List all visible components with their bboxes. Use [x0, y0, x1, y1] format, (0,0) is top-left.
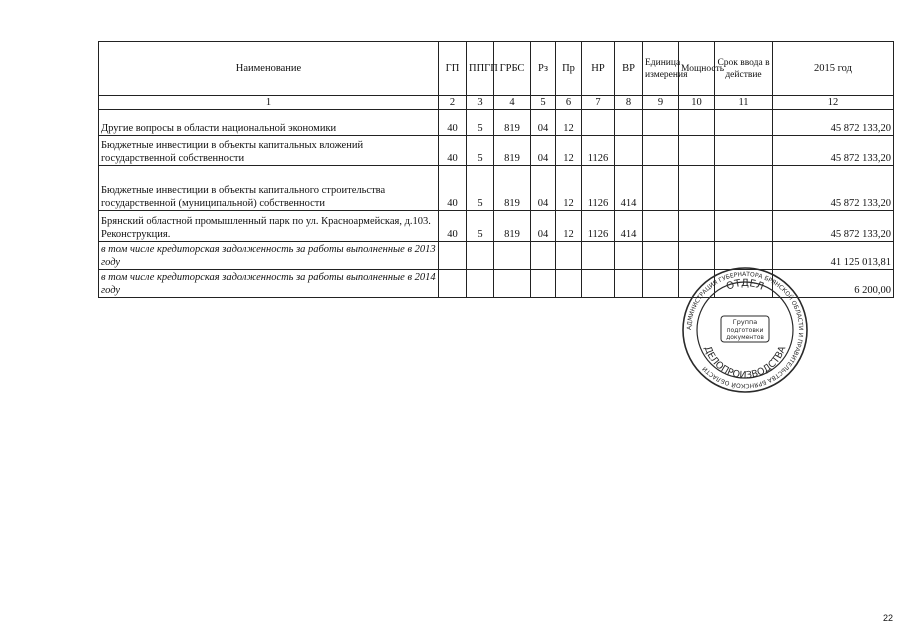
header-grbs: ГРБС: [494, 42, 531, 96]
col-number: 9: [643, 96, 679, 110]
row-vr: [615, 270, 643, 298]
row-unit: [643, 270, 679, 298]
row-term: [715, 166, 773, 211]
row-unit: [643, 110, 679, 136]
row-amount: 45 872 133,20: [773, 136, 894, 166]
row-nr: 1126: [582, 211, 615, 242]
row-power: [679, 166, 715, 211]
header-term: Срок ввода в действие: [715, 42, 773, 96]
header-row: [99, 42, 894, 96]
header-name: Наименование: [99, 42, 439, 96]
row-term: [715, 110, 773, 136]
row-term: [715, 211, 773, 242]
row-vr: 414: [615, 166, 643, 211]
row-ppgp: 5: [467, 110, 494, 136]
page-number: 22: [882, 613, 893, 623]
col-number: 2: [439, 96, 467, 110]
row-unit: [643, 166, 679, 211]
row-gp: 40: [439, 211, 467, 242]
row-power: [679, 136, 715, 166]
column-number-row: [99, 96, 894, 110]
row-term: [715, 136, 773, 166]
row-amount: 45 872 133,20: [773, 166, 894, 211]
row-name: в том числе кредиторская задолженность за работы выполненные в 2013 году: [99, 242, 439, 270]
row-rz: [531, 242, 556, 270]
row-ppgp: 5: [467, 211, 494, 242]
header-unit: Единица измерения: [643, 42, 679, 96]
row-grbs: 819: [494, 136, 531, 166]
row-power: [679, 211, 715, 242]
row-amount: 45 872 133,20: [773, 110, 894, 136]
col-number: 1: [99, 96, 439, 110]
header-nr: НР: [582, 42, 615, 96]
header-year: 2015 год: [773, 42, 894, 96]
row-gp: 40: [439, 136, 467, 166]
table-row: [99, 110, 894, 136]
header-ppgp: ППГП: [467, 42, 494, 96]
row-amount: 41 125 013,81: [773, 242, 894, 270]
row-pr: 12: [556, 110, 582, 136]
row-rz: 04: [531, 211, 556, 242]
row-ppgp: [467, 242, 494, 270]
stamp-center-line: Группа: [732, 318, 758, 326]
col-number: 8: [615, 96, 643, 110]
row-unit: [643, 242, 679, 270]
row-gp: [439, 242, 467, 270]
header-gp: ГП: [439, 42, 467, 96]
row-ppgp: 5: [467, 136, 494, 166]
row-grbs: 819: [494, 166, 531, 211]
header-vr: ВР: [615, 42, 643, 96]
row-nr: 1126: [582, 166, 615, 211]
row-amount: 45 872 133,20: [773, 211, 894, 242]
budget-table: [98, 41, 894, 298]
row-name: Брянский областной промышленный парк по ул. Красноармейская, д.103. Реконструкция.: [99, 211, 439, 242]
row-grbs: 819: [494, 211, 531, 242]
row-unit: [643, 211, 679, 242]
row-vr: [615, 136, 643, 166]
row-name: Бюджетные инвестиции в объекты капитального строительства государственной (муниципальной) собственности: [99, 166, 439, 211]
col-number: 5: [531, 96, 556, 110]
row-nr: 1126: [582, 136, 615, 166]
header-pr: Пр: [556, 42, 582, 96]
col-number: 12: [773, 96, 894, 110]
row-nr: [582, 270, 615, 298]
col-number: 11: [715, 96, 773, 110]
col-number: 7: [582, 96, 615, 110]
row-pr: [556, 270, 582, 298]
stamp-outer-ring-text: АДМИНИСТРАЦИЯ ГУБЕРНАТОРА БРЯНСКОЙ ОБЛАСТИ И ПРАВИТЕЛЬСТВА БРЯНСКОЙ ОБЛАСТИ: [685, 270, 805, 390]
official-stamp: [681, 266, 809, 394]
col-number: 10: [679, 96, 715, 110]
table-row: [99, 166, 894, 211]
row-gp: 40: [439, 110, 467, 136]
row-gp: [439, 270, 467, 298]
row-rz: 04: [531, 110, 556, 136]
row-grbs: [494, 270, 531, 298]
row-unit: [643, 136, 679, 166]
table-row: [99, 136, 894, 166]
stamp-arc-bottom: ДЕЛОПРОИЗВОДСТВА: [701, 344, 789, 382]
row-vr: 414: [615, 211, 643, 242]
header-rz: Рз: [531, 42, 556, 96]
row-ppgp: [467, 270, 494, 298]
row-name: Бюджетные инвестиции в объекты капитальных вложений государственной собственности: [99, 136, 439, 166]
row-pr: 12: [556, 211, 582, 242]
row-power: [679, 110, 715, 136]
row-pr: 12: [556, 166, 582, 211]
row-nr: [582, 242, 615, 270]
col-number: 3: [467, 96, 494, 110]
stamp-arc-top: ОТДЕЛ: [724, 277, 766, 293]
row-vr: [615, 110, 643, 136]
table-row: [99, 211, 894, 242]
row-rz: 04: [531, 166, 556, 211]
row-rz: [531, 270, 556, 298]
row-nr: [582, 110, 615, 136]
row-name: в том числе кредиторская задолженность за работы выполненные в 2014 году: [99, 270, 439, 298]
row-vr: [615, 242, 643, 270]
row-grbs: 819: [494, 110, 531, 136]
row-grbs: [494, 242, 531, 270]
col-number: 4: [494, 96, 531, 110]
row-gp: 40: [439, 166, 467, 211]
row-name: Другие вопросы в области национальной экономики: [99, 110, 439, 136]
col-number: 6: [556, 96, 582, 110]
header-power: Мощность: [679, 42, 715, 96]
row-amount: 6 200,00: [773, 270, 894, 298]
row-pr: [556, 242, 582, 270]
row-pr: 12: [556, 136, 582, 166]
stamp-center-line: документов: [726, 334, 764, 341]
row-ppgp: 5: [467, 166, 494, 211]
row-rz: 04: [531, 136, 556, 166]
stamp-center-line: подготовки: [726, 327, 764, 334]
